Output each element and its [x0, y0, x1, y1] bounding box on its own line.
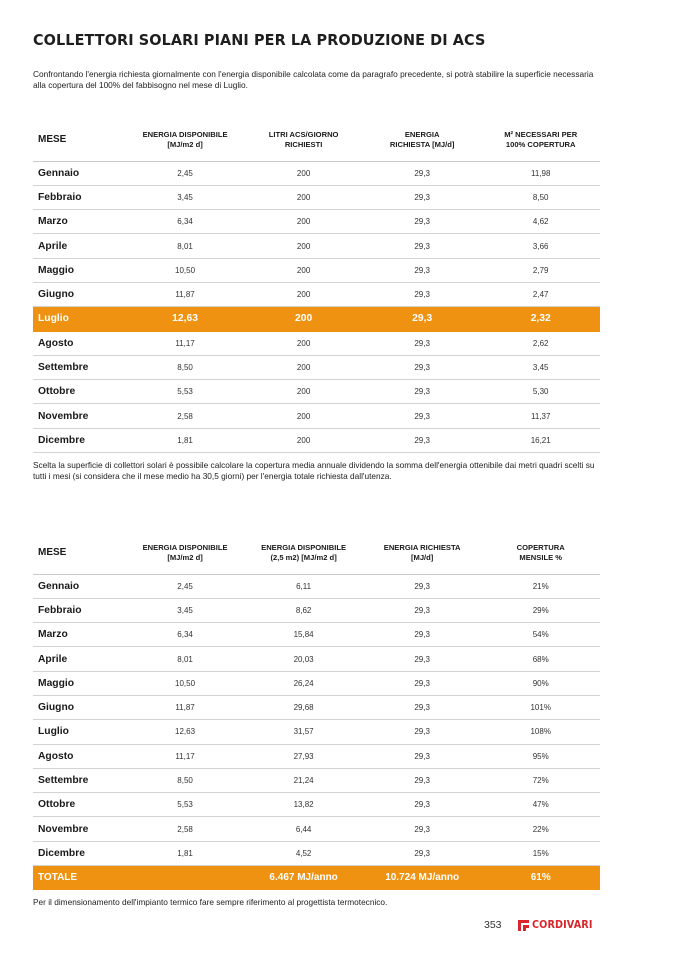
total-value [126, 866, 245, 890]
value-cell: 5,53 [126, 380, 245, 404]
month-cell: Novembre [33, 817, 126, 841]
table-row [33, 793, 600, 817]
value-cell: 29,3 [363, 380, 482, 404]
value-cell: 3,45 [126, 185, 245, 209]
value-cell: 15,84 [244, 623, 363, 647]
table-header-row [33, 533, 600, 574]
value-cell: 20,03 [244, 647, 363, 671]
column-header-energia-richiesta: ENERGIA RICHIESTA [MJ/d] [363, 533, 482, 574]
brand-logo [518, 918, 598, 932]
table-row [33, 258, 600, 282]
month-cell: Febbraio [33, 598, 126, 622]
column-header-energia-disponibile: ENERGIA DISPONIBILE [MJ/m2 d] [126, 533, 245, 574]
month-cell: Ottobre [33, 793, 126, 817]
table-header-row [33, 120, 600, 161]
value-cell: 101% [481, 695, 600, 719]
table-row [33, 161, 600, 185]
table-row [33, 428, 600, 452]
month-cell: Dicembre [33, 428, 126, 452]
table-row [33, 380, 600, 404]
month-cell: Settembre [33, 355, 126, 379]
month-cell: Giugno [33, 282, 126, 306]
value-cell: 95% [481, 744, 600, 768]
value-cell: 29,3 [363, 282, 482, 306]
value-cell: 29,3 [363, 841, 482, 865]
value-cell: 29,3 [363, 598, 482, 622]
column-header-mese: MESE [33, 120, 126, 161]
value-cell: 2,62 [481, 331, 600, 355]
value-cell: 31,57 [244, 720, 363, 744]
value-cell: 2,58 [126, 404, 245, 428]
table-row [33, 234, 600, 258]
month-cell: Aprile [33, 234, 126, 258]
value-cell: 11,98 [481, 161, 600, 185]
value-cell: 6,34 [126, 210, 245, 234]
value-cell: 90% [481, 671, 600, 695]
value-cell: 200 [244, 380, 363, 404]
value-cell: 29,3 [363, 695, 482, 719]
value-cell: 4,62 [481, 210, 600, 234]
table-row [33, 598, 600, 622]
value-cell: 200 [244, 331, 363, 355]
total-value: 6.467 MJ/anno [244, 866, 363, 890]
value-cell: 29,68 [244, 695, 363, 719]
value-cell: 8,62 [244, 598, 363, 622]
table-surface-required [33, 120, 600, 453]
month-cell: Luglio [33, 307, 126, 331]
value-cell: 11,17 [126, 744, 245, 768]
value-cell: 200 [244, 355, 363, 379]
column-header-energia-disponibile-2-5m2: ENERGIA DISPONIBILE (2,5 m2) [MJ/m2 d] [244, 533, 363, 574]
month-cell: Aprile [33, 647, 126, 671]
value-cell: 72% [481, 768, 600, 792]
value-cell: 29,3 [363, 768, 482, 792]
month-cell: Maggio [33, 258, 126, 282]
value-cell: 54% [481, 623, 600, 647]
table-row [33, 695, 600, 719]
table-row [33, 647, 600, 671]
value-cell: 29,3 [363, 331, 482, 355]
value-cell: 29,3 [363, 647, 482, 671]
value-cell: 12,63 [126, 307, 245, 331]
value-cell: 2,58 [126, 817, 245, 841]
total-label: TOTALE [33, 866, 126, 890]
column-header-m2-necessari: M² NECESSARI PER 100% COPERTURA [481, 120, 600, 161]
table-row [33, 331, 600, 355]
table-row [33, 623, 600, 647]
value-cell: 200 [244, 428, 363, 452]
value-cell: 11,17 [126, 331, 245, 355]
value-cell: 3,66 [481, 234, 600, 258]
value-cell: 2,79 [481, 258, 600, 282]
value-cell: 29,3 [363, 817, 482, 841]
value-cell: 2,32 [481, 307, 600, 331]
value-cell: 22% [481, 817, 600, 841]
value-cell: 2,45 [126, 161, 245, 185]
table-row [33, 817, 600, 841]
table-row [33, 744, 600, 768]
value-cell: 21% [481, 574, 600, 598]
value-cell: 6,44 [244, 817, 363, 841]
table-row [33, 185, 600, 209]
value-cell: 68% [481, 647, 600, 671]
total-row [33, 866, 600, 890]
table-row [33, 282, 600, 306]
value-cell: 6,11 [244, 574, 363, 598]
value-cell: 29,3 [363, 671, 482, 695]
value-cell: 200 [244, 234, 363, 258]
value-cell: 26,24 [244, 671, 363, 695]
value-cell: 29% [481, 598, 600, 622]
value-cell: 29,3 [363, 744, 482, 768]
value-cell: 10,50 [126, 258, 245, 282]
value-cell: 8,50 [126, 768, 245, 792]
value-cell: 8,50 [481, 185, 600, 209]
value-cell: 15% [481, 841, 600, 865]
value-cell: 29,3 [363, 161, 482, 185]
value-cell: 200 [244, 258, 363, 282]
value-cell: 200 [244, 210, 363, 234]
value-cell: 11,87 [126, 282, 245, 306]
month-cell: Settembre [33, 768, 126, 792]
value-cell: 47% [481, 793, 600, 817]
value-cell: 5,53 [126, 793, 245, 817]
value-cell: 29,3 [363, 574, 482, 598]
table-row [33, 210, 600, 234]
value-cell: 29,3 [363, 623, 482, 647]
value-cell: 11,87 [126, 695, 245, 719]
column-header-energia-disponibile: ENERGIA DISPONIBILE [MJ/m2 d] [126, 120, 245, 161]
value-cell: 200 [244, 404, 363, 428]
column-header-energia-richiesta: ENERGIA RICHIESTA [MJ/d] [363, 120, 482, 161]
total-value: 10.724 MJ/anno [363, 866, 482, 890]
value-cell: 8,01 [126, 234, 245, 258]
value-cell: 3,45 [481, 355, 600, 379]
month-cell: Gennaio [33, 574, 126, 598]
value-cell: 29,3 [363, 404, 482, 428]
month-cell: Luglio [33, 720, 126, 744]
month-cell: Agosto [33, 744, 126, 768]
table-row [33, 841, 600, 865]
total-value: 61% [481, 866, 600, 890]
page-number: 353 [484, 919, 502, 931]
value-cell: 11,37 [481, 404, 600, 428]
value-cell: 29,3 [363, 307, 482, 331]
value-cell: 29,3 [363, 355, 482, 379]
value-cell: 200 [244, 307, 363, 331]
value-cell: 21,24 [244, 768, 363, 792]
value-cell: 13,82 [244, 793, 363, 817]
value-cell: 8,01 [126, 647, 245, 671]
value-cell: 200 [244, 282, 363, 306]
value-cell: 29,3 [363, 258, 482, 282]
value-cell: 12,63 [126, 720, 245, 744]
value-cell: 2,45 [126, 574, 245, 598]
month-cell: Giugno [33, 695, 126, 719]
value-cell: 3,45 [126, 598, 245, 622]
cordivari-logo-icon [518, 920, 529, 931]
table-row [33, 768, 600, 792]
value-cell: 27,93 [244, 744, 363, 768]
value-cell: 16,21 [481, 428, 600, 452]
value-cell: 200 [244, 161, 363, 185]
value-cell: 29,3 [363, 793, 482, 817]
value-cell: 29,3 [363, 210, 482, 234]
value-cell: 29,3 [363, 428, 482, 452]
brand-name: CORDIVARI [532, 919, 593, 931]
table-row [33, 404, 600, 428]
month-cell: Febbraio [33, 185, 126, 209]
value-cell: 8,50 [126, 355, 245, 379]
value-cell: 108% [481, 720, 600, 744]
footer-note: Per il dimensionamento dell'impianto termico fare sempre riferimento al progettista termotecnico. [33, 897, 388, 907]
table-row [33, 307, 600, 331]
month-cell: Marzo [33, 210, 126, 234]
value-cell: 200 [244, 185, 363, 209]
value-cell: 1,81 [126, 428, 245, 452]
month-cell: Agosto [33, 331, 126, 355]
intro-paragraph: Confrontando l'energia richiesta giornalmente con l'energia disponibile calcolata come da paragrafo precedente, si potrà stabilire la superficie necessaria alla copertura del 100% del fabbisogno nel mese di Luglio. [33, 69, 594, 91]
value-cell: 29,3 [363, 185, 482, 209]
month-cell: Ottobre [33, 380, 126, 404]
table-monthly-coverage [33, 533, 600, 890]
page-title: COLLETTORI SOLARI PIANI PER LA PRODUZIONE DI ACS [33, 31, 486, 49]
value-cell: 5,30 [481, 380, 600, 404]
month-cell: Maggio [33, 671, 126, 695]
table-row [33, 574, 600, 598]
column-header-litri-acs: LITRI ACS/GIORNO RICHIESTI [244, 120, 363, 161]
column-header-copertura-mensile: COPERTURA MENSILE % [481, 533, 600, 574]
value-cell: 29,3 [363, 234, 482, 258]
value-cell: 6,34 [126, 623, 245, 647]
month-cell: Dicembre [33, 841, 126, 865]
month-cell: Gennaio [33, 161, 126, 185]
table-row [33, 720, 600, 744]
value-cell: 10,50 [126, 671, 245, 695]
month-cell: Novembre [33, 404, 126, 428]
coverage-explanation: Scelta la superficie di collettori solari è possibile calcolare la copertura media annuale dividendo la somma dell'energia ottenibile dai metri quadri scelti su tutti i mesi (si considera che il mese medio ha 30,5 giorni) per l'energia totale richiesta dall'utenza. [33, 460, 595, 482]
value-cell: 2,47 [481, 282, 600, 306]
value-cell: 29,3 [363, 720, 482, 744]
month-cell: Marzo [33, 623, 126, 647]
value-cell: 1,81 [126, 841, 245, 865]
value-cell: 4,52 [244, 841, 363, 865]
table-row [33, 671, 600, 695]
table-row [33, 355, 600, 379]
column-header-mese: MESE [33, 533, 126, 574]
